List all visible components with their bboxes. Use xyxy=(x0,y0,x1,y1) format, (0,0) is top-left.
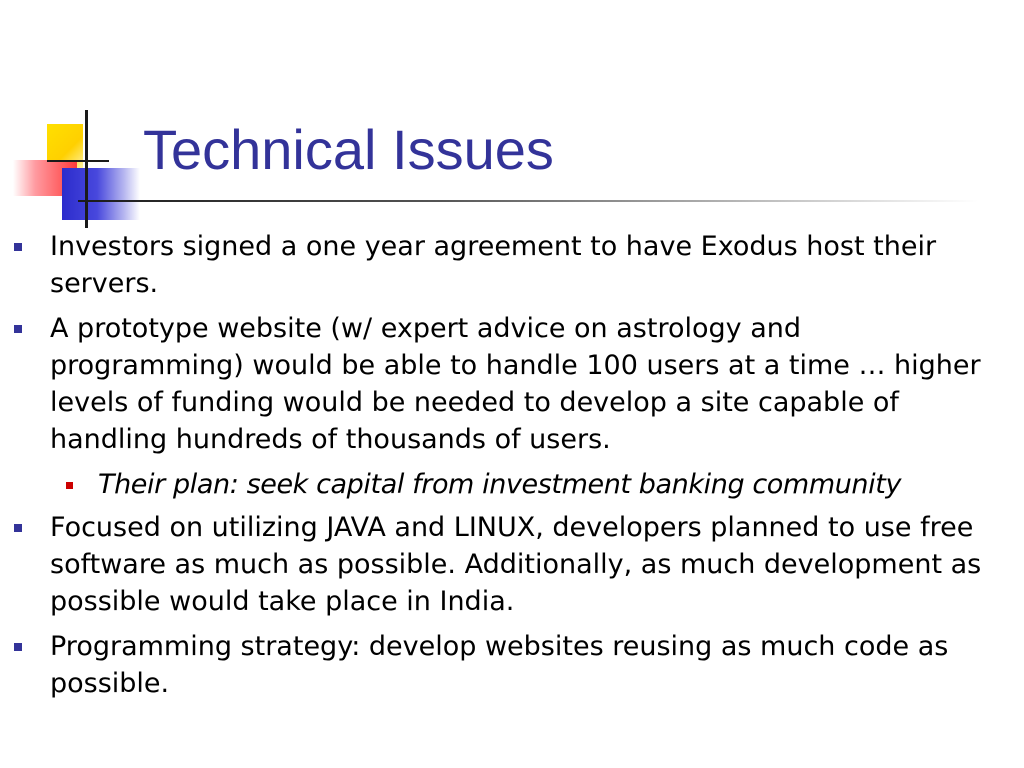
square-bullet-icon xyxy=(14,524,22,532)
bullet-list xyxy=(0,228,1024,710)
logo-vertical-line xyxy=(85,110,88,228)
square-bullet-icon xyxy=(14,643,22,651)
logo-blue-square xyxy=(62,168,140,220)
sub-bullet-text: Their plan: seek capital from investment banking community xyxy=(98,469,902,500)
sub-bullet-item xyxy=(0,466,1024,503)
square-bullet-icon xyxy=(66,482,73,489)
slide-title: Technical Issues xyxy=(143,118,554,181)
bullet-item xyxy=(0,509,1024,620)
bullet-text: Focused on utilizing JAVA and LINUX, developers planned to use free software as much as possible. Additionally, as much development as possible would take place in India. xyxy=(50,512,982,617)
square-bullet-icon xyxy=(14,243,22,251)
bullet-item xyxy=(0,310,1024,458)
title-underline xyxy=(78,200,978,202)
logo-horizontal-line xyxy=(47,160,109,162)
slide-logo-decoration xyxy=(0,0,160,240)
square-bullet-icon xyxy=(14,325,22,333)
bullet-text: Programming strategy: develop websites reusing as much code as possible. xyxy=(50,631,949,699)
bullet-text: Investors signed a one year agreement to have Exodus host their servers. xyxy=(50,231,937,299)
bullet-item xyxy=(0,628,1024,702)
bullet-text: A prototype website (w/ expert advice on astrology and programming) would be able to handle 100 users at a time … higher levels of funding would be needed to develop a site capable of handling hundreds of thousands of users. xyxy=(50,313,981,455)
bullet-item xyxy=(0,228,1024,302)
